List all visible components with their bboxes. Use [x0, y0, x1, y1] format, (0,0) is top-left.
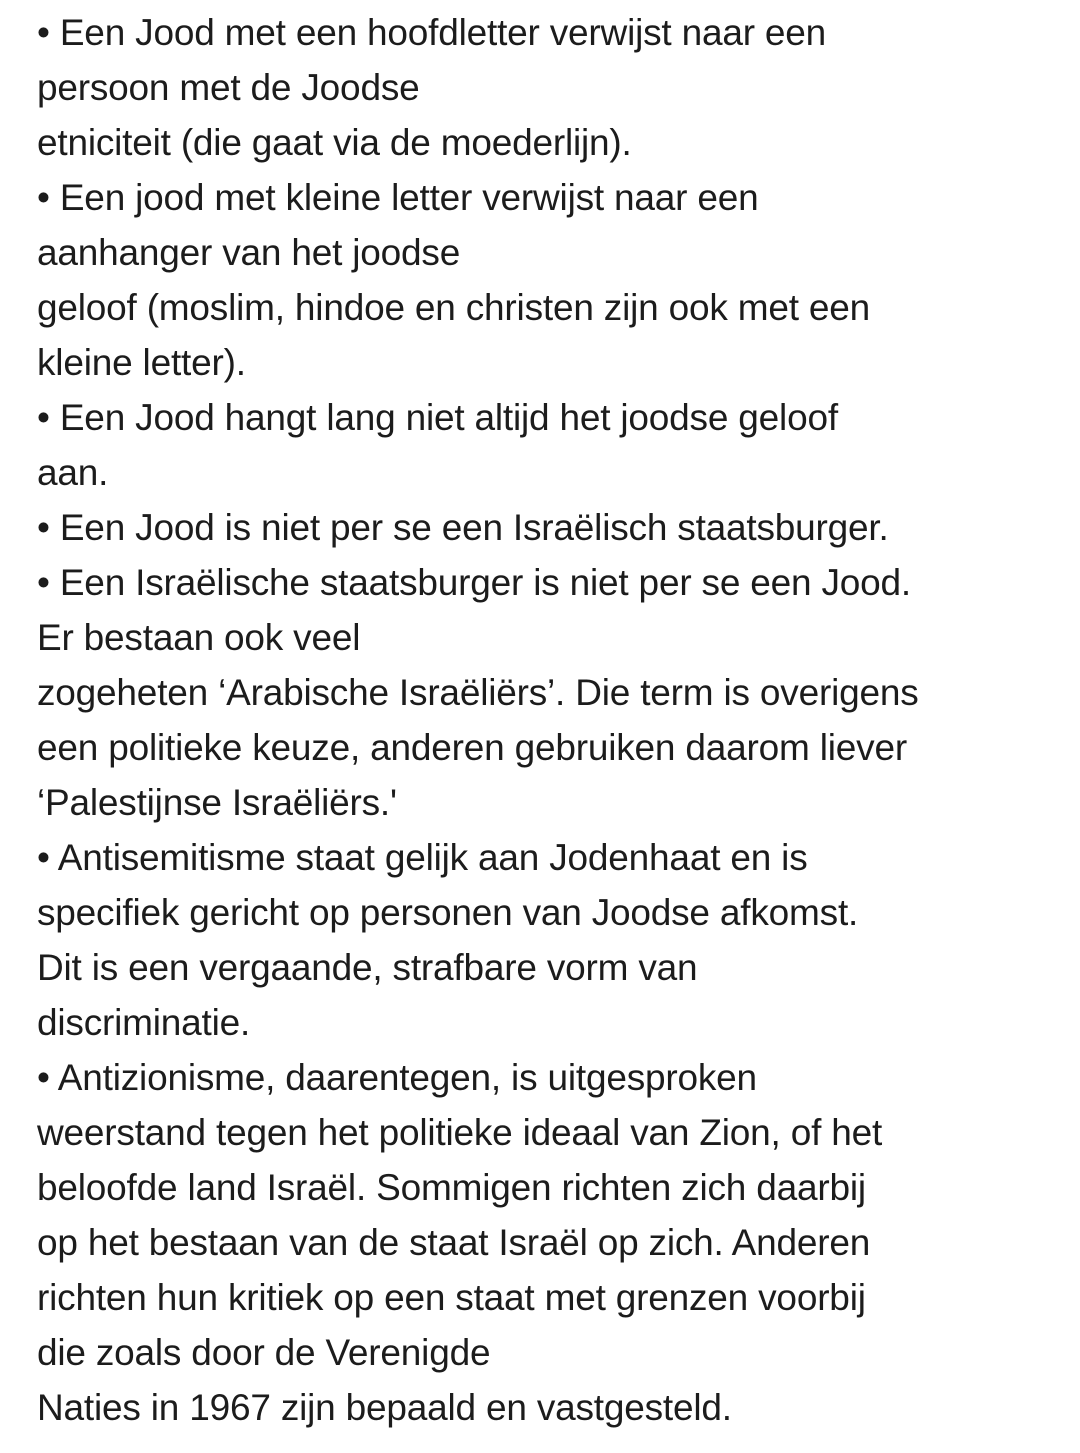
- text-line: specifiek gericht op personen van Joodse afkomst.: [37, 892, 859, 933]
- text-line: Er bestaan ook veel: [37, 617, 361, 658]
- text-line: • Een Jood met een hoofdletter verwijst naar een: [37, 12, 827, 53]
- text-line: richten hun kritiek op een staat met grenzen voorbij: [37, 1277, 866, 1318]
- text-line: weerstand tegen het politieke ideaal van Zion, of het: [37, 1112, 883, 1153]
- text-line: ‘Palestijnse Israëliërs.': [37, 782, 397, 823]
- text-line: beloofde land Israël. Sommigen richten zich daarbij: [37, 1167, 866, 1208]
- text-line: • Een Israëlische staatsburger is niet per se een Jood.: [37, 562, 912, 603]
- text-line: op het bestaan van de staat Israël op zich. Anderen: [37, 1222, 871, 1263]
- text-line: etniciteit (die gaat via de moederlijn).: [37, 122, 632, 163]
- text-line: aan.: [37, 452, 109, 493]
- text-line: Dit is een vergaande, strafbare vorm van: [37, 947, 698, 988]
- text-line: een politieke keuze, anderen gebruiken daarom liever: [37, 727, 907, 768]
- text-line: Naties in 1967 zijn bepaald en vastgesteld.: [37, 1387, 732, 1428]
- text-line: zogeheten ‘Arabische Israëliërs’. Die term is overigens: [37, 672, 919, 713]
- text-line: kleine letter).: [37, 342, 246, 383]
- document-body: [37, 5, 1067, 1435]
- text-line: persoon met de Joodse: [37, 67, 420, 108]
- text-line: geloof (moslim, hindoe en christen zijn ook met een: [37, 287, 871, 328]
- text-line: discriminatie.: [37, 1002, 251, 1043]
- text-line: • Antizionisme, daarentegen, is uitgesproken: [37, 1057, 757, 1098]
- text-line: • Een Jood hangt lang niet altijd het joodse geloof: [37, 397, 838, 438]
- text-line: die zoals door de Verenigde: [37, 1332, 491, 1373]
- text-line: • Antisemitisme staat gelijk aan Jodenhaat en is: [37, 837, 808, 878]
- text-line: • Een Jood is niet per se een Israëlisch staatsburger.: [37, 507, 889, 548]
- text-line: aanhanger van het joodse: [37, 232, 461, 273]
- text-line: • Een jood met kleine letter verwijst naar een: [37, 177, 759, 218]
